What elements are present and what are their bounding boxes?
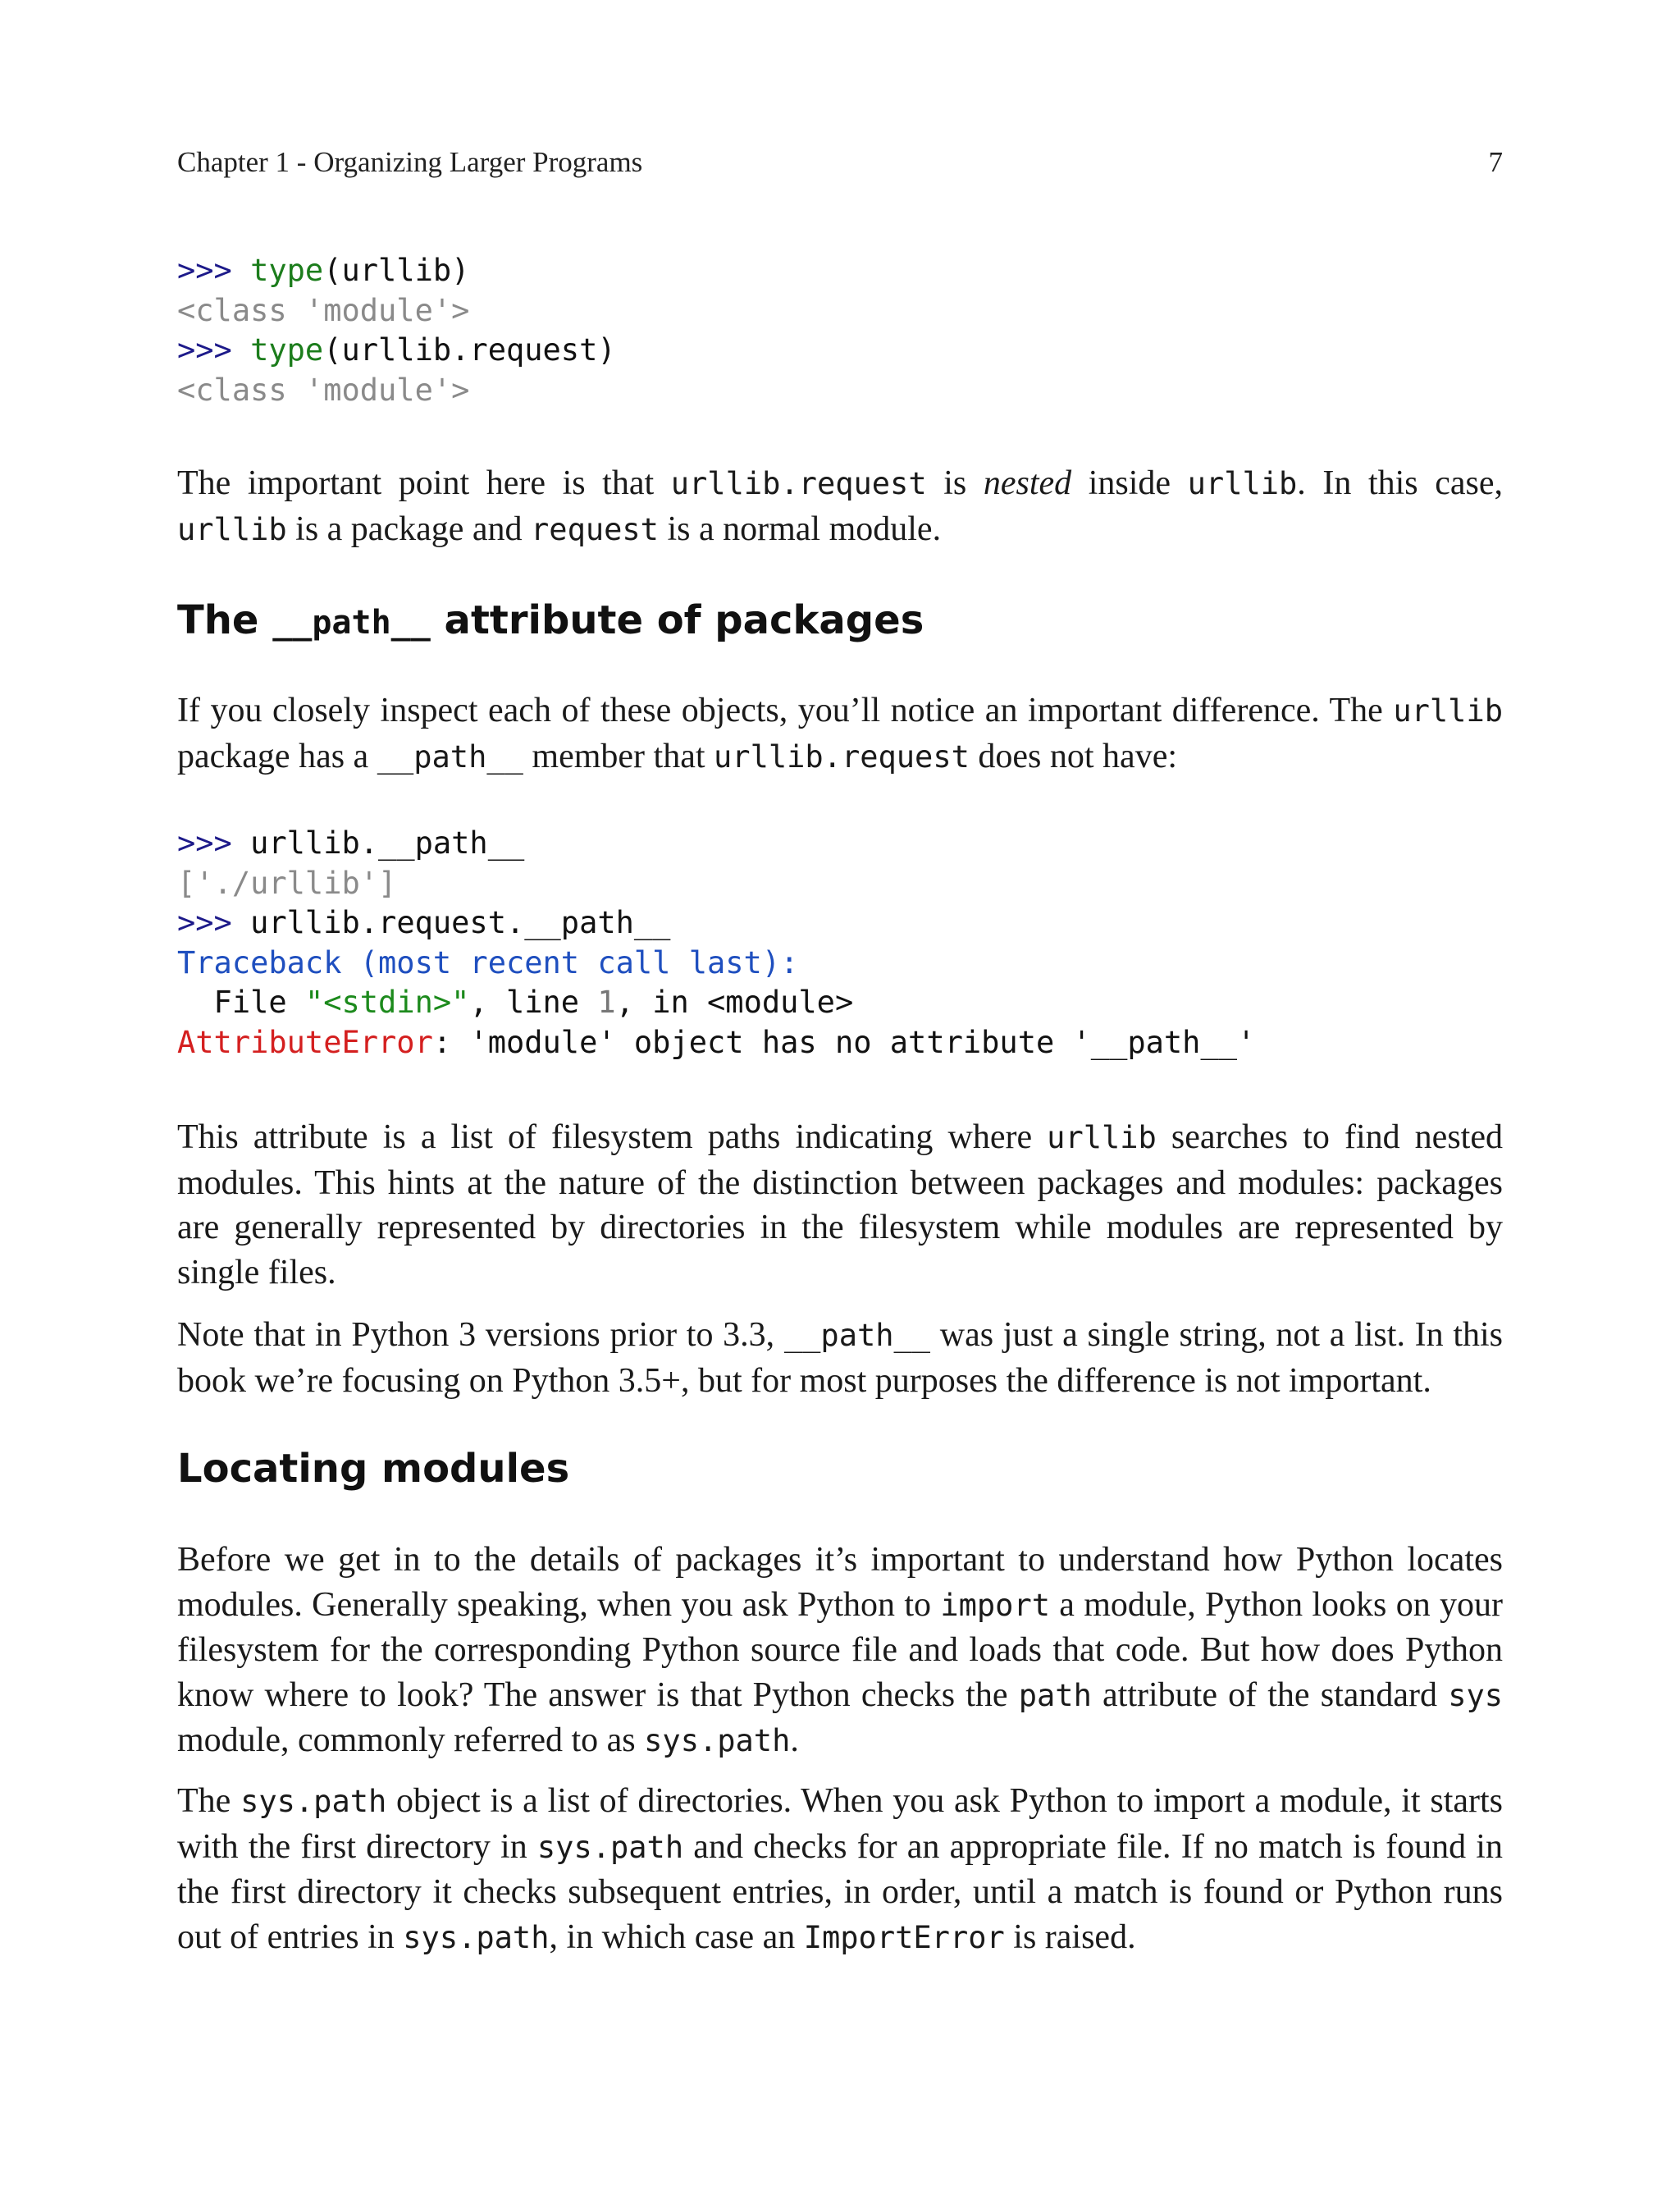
repl-prompt: >>> <box>177 332 251 368</box>
code-line: >>> urllib.request.__path__ <box>177 905 671 940</box>
section-heading-path-attribute: The __path__ attribute of packages <box>177 597 924 643</box>
code-line <box>177 332 616 368</box>
section-heading-locating-modules: Locating modules <box>177 1446 570 1492</box>
code-line: >>> urllib.__path__ <box>177 825 525 861</box>
paragraph-sys-path-intro: Before we get in to the details of packages it’s important to understand how Python locates modules. Generally speaking, when you ask Python to import a module, Python looks on your filesystem for the corresponding Python source file and loads that code. But how does Python know where to look? The answer is that Python checks the path attribute of the standard sys module, commonly referred to as sys.path. <box>177 1541 1504 1759</box>
paragraph-python-versions: Note that in Python 3 versions prior to 3.3, __path__ was just a single string, not a list. In this book we’re focusing on Python 3.5+, but for most purposes the difference is not important. <box>177 1316 1504 1400</box>
chapter-title: Chapter 1 - Organizing Larger Programs <box>177 146 643 178</box>
paragraph-sys-path-search: The sys.path object is a list of directories. When you ask Python to import a module, it starts with the first directory in sys.path and checks for an appropriate file. If no match is found in the first directory it checks subsequent entries, in order, until a match is found or Python runs out of entries in sys.path, in which case an ImportError is raised. <box>177 1782 1504 1956</box>
repl-output: ['./urllib'] <box>177 865 397 901</box>
paragraph-path-member: If you closely inspect each of these objects, you’ll notice an important difference. The urllib package has a __path__ member that urllib.request does not have: <box>177 692 1503 775</box>
running-header <box>177 146 1503 179</box>
traceback-line: Traceback (most recent call last): <box>177 944 799 981</box>
page-number: 7 <box>1488 146 1503 178</box>
code-block-type-check <box>177 251 1503 410</box>
paragraph-nested: The important point here is that urllib.request is nested inside urllib. In this case, urllib is a package and request is a normal module. <box>177 464 1504 548</box>
error-line: AttributeError: 'module' object has no attribute '__path__' <box>177 1024 1256 1060</box>
code-line <box>177 253 469 288</box>
code-text: (urllib.request) <box>323 332 616 368</box>
code-text: (urllib) <box>323 253 470 288</box>
repl-prompt: >>> <box>177 253 251 288</box>
builtin-name: type <box>250 332 324 368</box>
repl-output: <class 'module'> <box>177 372 470 408</box>
repl-output: <class 'module'> <box>177 292 470 328</box>
code-line: File "<stdin>", line 1, in <module> <box>177 985 854 1020</box>
builtin-name: type <box>250 253 324 288</box>
code-block-path-inspect <box>177 824 1503 1063</box>
paragraph-filesystem-paths: This attribute is a list of filesystem paths indicating where urllib searches to find nested modules. This hints at the nature of the distinction between packages and modules: packages are generally represented by directories in the filesystem while modules are represented by single files. <box>177 1118 1503 1291</box>
